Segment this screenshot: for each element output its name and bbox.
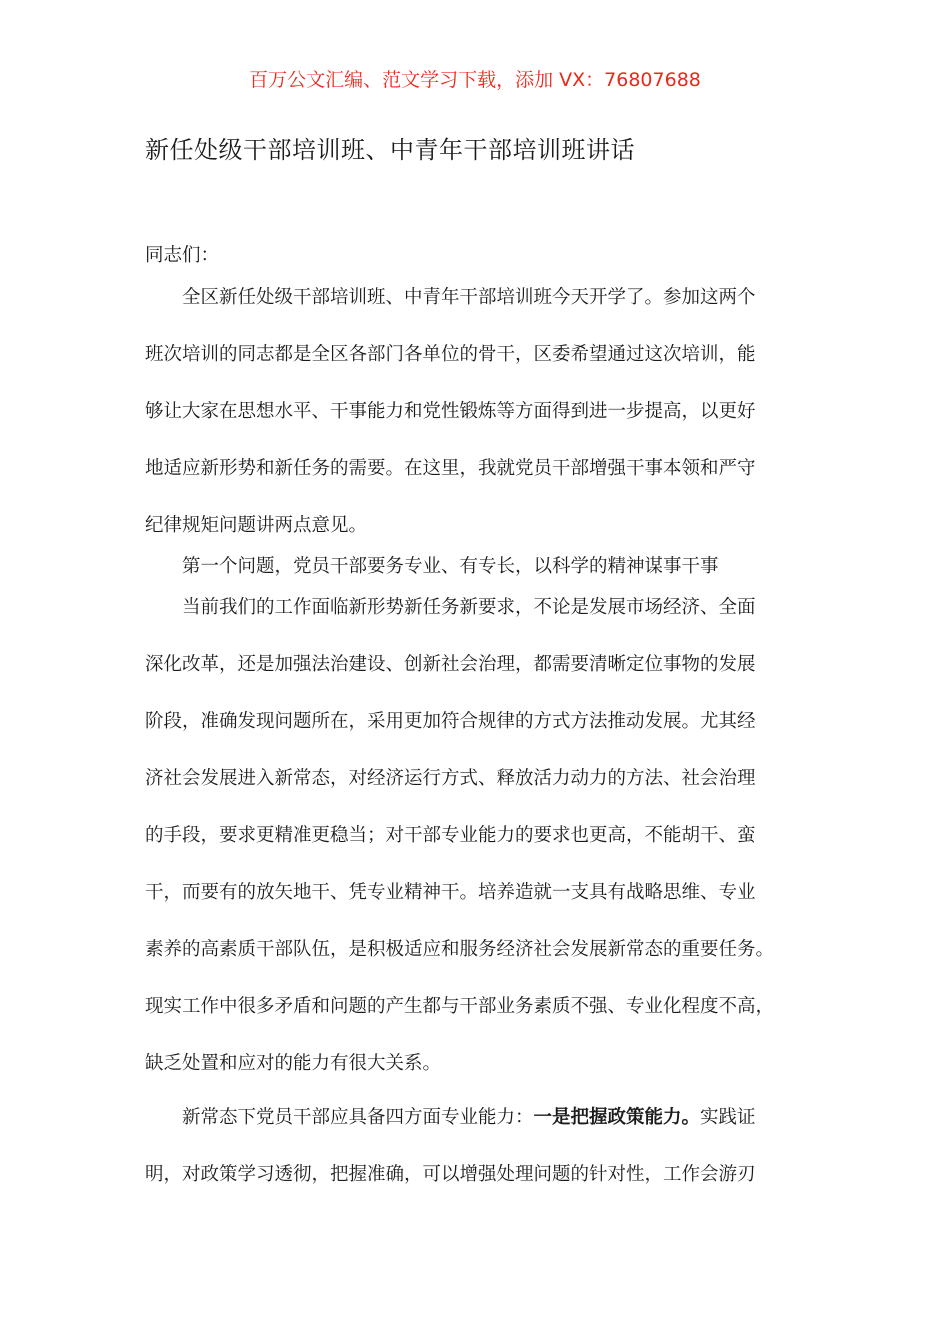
salutation: 同志们： xyxy=(145,245,220,266)
paragraph-line: 深化改革，还是加强法治建设、创新社会治理，都需要清晰定位事物的发展 xyxy=(145,654,756,675)
paragraph-line: 够让大家在思想水平、干事能力和党性锻炼等方面得到进一步提高，以更好 xyxy=(145,401,756,422)
paragraph-line: 素养的高素质干部队伍，是积极适应和服务经济社会发展新常态的重要任务。 xyxy=(145,939,775,960)
paragraph-line: 现实工作中很多矛盾和问题的产生都与干部业务素质不强、专业化程度不高， xyxy=(145,996,775,1017)
paragraph-rest-text: 实践证 xyxy=(700,1107,756,1128)
bold-emphasis: 一是把握政策能力。 xyxy=(533,1107,701,1128)
paragraph-line: 纪律规矩问题讲两点意见。 xyxy=(145,515,368,536)
paragraph-line: 班次培训的同志都是全区各部门各单位的骨干，区委希望通过这次培训，能 xyxy=(145,344,756,365)
paragraph-line: 全区新任处级干部培训班、中青年干部培训班今天开学了。参加这两个 xyxy=(182,287,756,308)
document-title: 新任处级干部培训班、中青年干部培训班讲话 xyxy=(145,136,635,164)
section-heading: 第一个问题，党员干部要务专业、有专长，以科学的精神谋事干事 xyxy=(182,556,719,577)
paragraph-line: 缺乏处置和应对的能力有很大关系。 xyxy=(145,1053,442,1074)
paragraph-line: 地适应新形势和新任务的需要。在这里，我就党员干部增强干事本领和严守 xyxy=(145,458,756,479)
paragraph-line: 明，对政策学习透彻，把握准确，可以增强处理问题的针对性，工作会游刃 xyxy=(145,1164,756,1185)
paragraph-line: 阶段，准确发现问题所在，采用更加符合规律的方式方法推动发展。尤其经 xyxy=(145,711,756,732)
paragraph-line: 的手段，要求更精准更稳当；对干部专业能力的要求也更高，不能胡干、蛮 xyxy=(145,825,756,846)
promo-header: 百万公文汇编、范文学习下载，添加 VX：76807688 xyxy=(249,69,701,91)
paragraph-line: 干，而要有的放矢地干、凭专业精神干。培养造就一支具有战略思维、专业 xyxy=(145,882,756,903)
paragraph-line-mixed xyxy=(182,1104,756,1132)
paragraph-lead-text: 新常态下党员干部应具备四方面专业能力： xyxy=(182,1107,534,1128)
paragraph-line: 济社会发展进入新常态，对经济运行方式、释放活力动力的方法、社会治理 xyxy=(145,768,756,789)
paragraph-line: 当前我们的工作面临新形势新任务新要求，不论是发展市场经济、全面 xyxy=(182,597,756,618)
